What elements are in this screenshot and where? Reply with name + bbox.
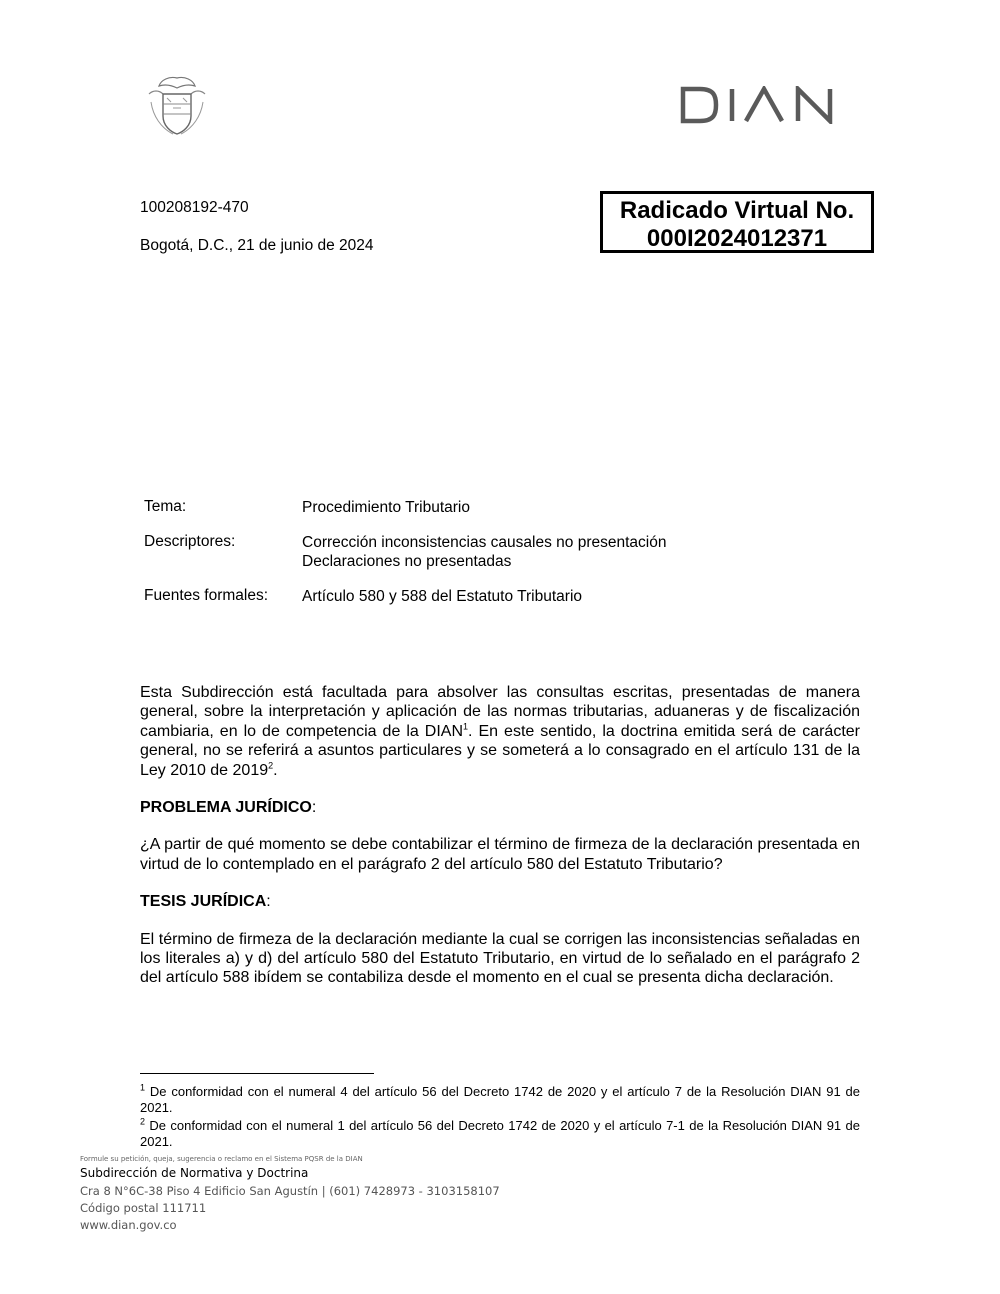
coat-of-arms-icon <box>143 72 211 140</box>
footer-pqsr: Formule su petición, queja, sugerencia o reclamo en el Sistema PQSR de la DIAN <box>80 1155 363 1163</box>
radicado-number: 000I2024012371 <box>646 225 828 252</box>
footnote-divider <box>140 1073 374 1074</box>
problema-text: ¿A partir de qué momento se debe contabilizar el término de firmeza de la declaración presentada en virtud de lo contemplado en el parágrafo 2 del artículo 580 del Estatuto Tributario? <box>140 836 860 873</box>
fuentes-value: Artículo 580 y 588 del Estatuto Tributario <box>302 588 583 605</box>
meta-row-descriptores <box>144 533 844 571</box>
intro-paragraph: Esta Subdirección está facultada para absolver las consultas escritas, presentadas de manera general, sobre la interpretación y aplicación de las normas tributarias, aduaneras y de fiscalización cambiaria, en lo de competencia de la DIAN$^1$. En este sentido, la doctrina emitida será de carácter general, no se referirá a asuntos particulares y se someterá a lo consagrado en el artículo 131 de la Ley 2010 de 2019$^2$. <box>140 684 860 779</box>
radicado-label: Radicado Virtual No. <box>619 197 855 224</box>
page-footer <box>80 1155 500 1235</box>
radicado-box <box>600 191 874 253</box>
document-number: 100208192-470 <box>140 199 249 216</box>
fuentes-label: Fuentes formales: <box>144 587 269 604</box>
footer-web-link[interactable]: www.dian.gov.co <box>80 1218 177 1232</box>
footer-postal: Código postal 111711 <box>80 1201 207 1215</box>
tesis-text: El término de firmeza de la declaración mediante la cual se corrigen las inconsistencias señaladas en los literales a) y d) del artículo 580 del Estatuto Tributario, en virtud de lo señalado en el parágrafo 2 del artículo 588 ibídem se contabiliza desde el momento en el cual se presenta dicha declaración. <box>140 930 860 987</box>
tema-value: Procedimiento Tributario <box>302 499 470 516</box>
meta-row-fuentes <box>144 587 844 606</box>
footnote-ref-1[interactable]: 1 <box>463 721 469 732</box>
descriptores-label: Descriptores: <box>144 533 236 550</box>
footnote-1: $^1$ De conformidad con el numeral 4 del artículo 56 del Decreto 1742 de 2020 y el artículo 7 de la Resolución DIAN 91 de 2021. <box>140 1082 860 1115</box>
document-date: Bogotá, D.C., 21 de junio de 2024 <box>140 237 374 254</box>
meta-row-tema <box>144 498 844 517</box>
tesis-heading: TESIS JURÍDICA: <box>140 893 271 911</box>
footnote-2: $^2$ De conformidad con el numeral 1 del artículo 56 del Decreto 1742 de 2020 y el artículo 7-1 de la Resolución DIAN 91 de 2021. <box>140 1116 860 1149</box>
document-body <box>140 683 860 1006</box>
footnotes <box>140 1084 860 1152</box>
dian-logo <box>680 86 860 124</box>
tema-label: Tema: <box>144 498 187 515</box>
descriptores-value-2: Declaraciones no presentadas <box>302 553 512 570</box>
footer-office: Subdirección de Normativa y Doctrina <box>80 1166 309 1180</box>
problema-heading: PROBLEMA JURÍDICO: <box>140 799 317 817</box>
descriptores-value-1: Corrección inconsistencias causales no presentación <box>302 534 667 551</box>
metadata-block <box>144 498 844 622</box>
footnote-ref-2[interactable]: 2 <box>268 760 274 771</box>
footer-address: Cra 8 N°6C-38 Piso 4 Edificio San Agustín | (601) 7428973 - 3103158107 <box>80 1184 500 1198</box>
